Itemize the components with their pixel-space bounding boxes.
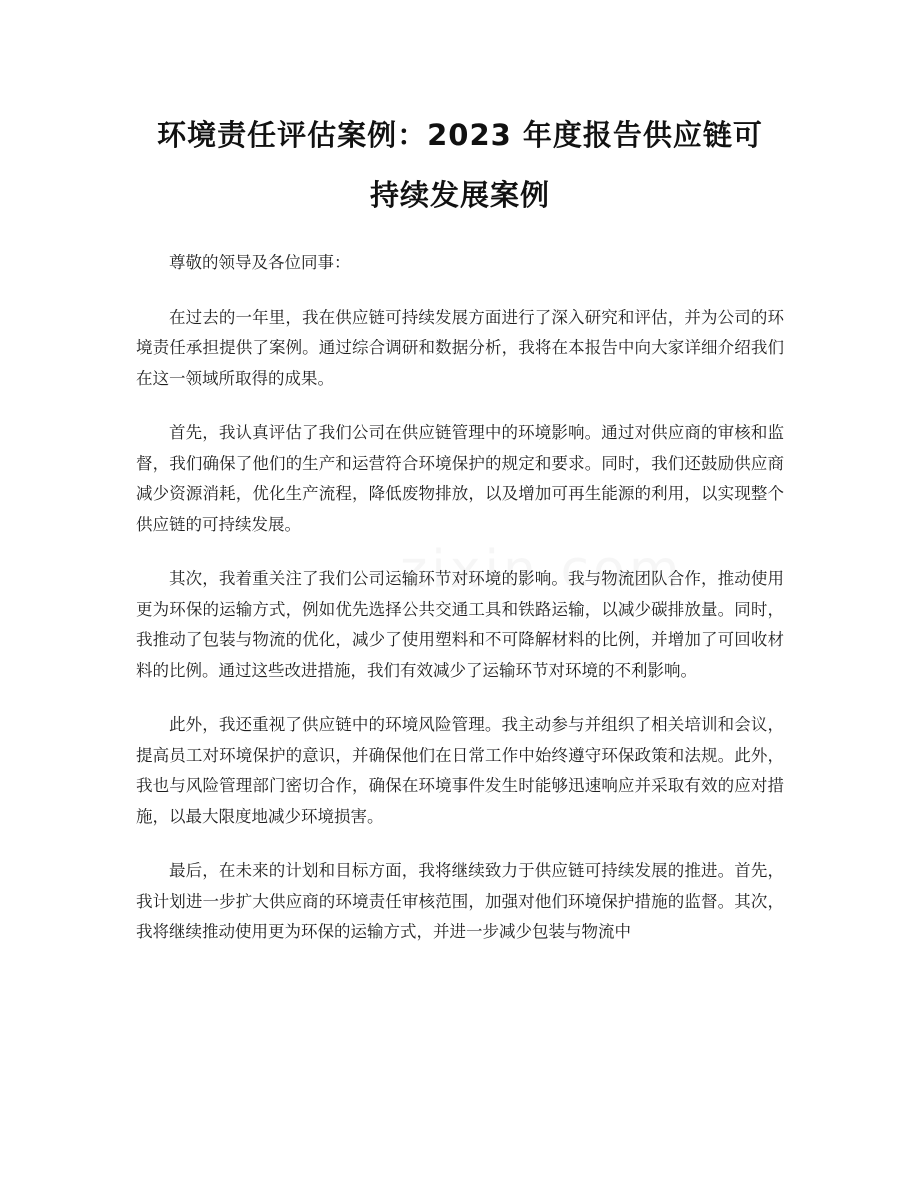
paragraph-4: 此外，我还重视了供应链中的环境风险管理。我主动参与并组织了相关培训和会议，提高员工对环境保护的意识，并确保他们在日常工作中始终遵守环保政策和法规。此外，我也与风险管理部门密切合作，确保在环境事件发生时能够迅速响应并采取有效的应对措施，以最大限度地减少环境损害。 xyxy=(136,715,784,826)
document-title-line-2: 持续发展案例 xyxy=(369,178,550,212)
salutation: 尊敬的领导及各位同事： xyxy=(169,253,351,272)
paragraph-5: 最后，在未来的计划和目标方面，我将继续致力于供应链可持续发展的推进。首先，我计划进一步扩大供应商的环境责任审核范围，加强对他们环境保护措施的监督。其次，我将继续推动使用更为环保的运输方式，并进一步减少包装与物流中 xyxy=(136,861,784,941)
paragraph-2: 首先，我认真评估了我们公司在供应链管理中的环境影响。通过对供应商的审核和监督，我们确保了他们的生产和运营符合环境保护的规定和要求。同时，我们还鼓励供应商减少资源消耗，优化生产流程，降低废物排放，以及增加可再生能源的利用，以实现整个供应链的可持续发展。 xyxy=(136,423,784,534)
document-body xyxy=(136,248,784,972)
document-title-line-1: 环境责任评估案例：2023 年度报告供应链可 xyxy=(157,118,763,152)
paragraph-1: 在过去的一年里，我在供应链可持续发展方面进行了深入研究和评估，并为公司的环境责任承担提供了案例。通过综合调研和数据分析，我将在本报告中向大家详细介绍我们在这一领域所取得的成果。 xyxy=(136,307,784,388)
paragraph-3: 其次，我着重关注了我们公司运输环节对环境的影响。我与物流团队合作，推动使用更为环保的运输方式，例如优先选择公共交通工具和铁路运输，以减少碳排放量。同时，我推动了包装与物流的优化，减少了使用塑料和不可降解材料的比例，并增加了可回收材料的比例。通过这些改进措施，我们有效减少了运输环节对环境的不利影响。 xyxy=(136,569,784,680)
